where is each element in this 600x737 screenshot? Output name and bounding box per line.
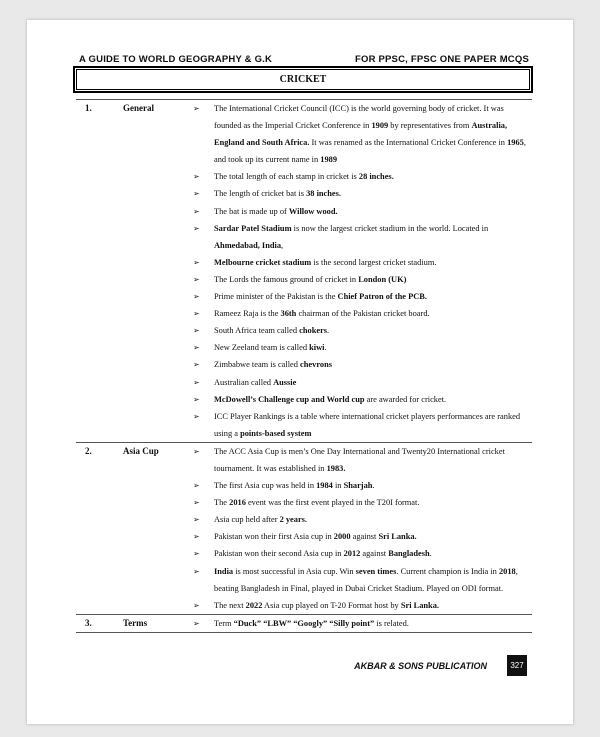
bold-text: 1984 xyxy=(316,481,333,491)
bold-text: Aussie xyxy=(273,377,297,387)
bullet-point xyxy=(214,477,532,494)
bold-text: Sharjah xyxy=(343,481,373,491)
bullet-point xyxy=(214,271,532,288)
bold-text: 1965 xyxy=(507,138,524,148)
text: New Zeeland team is called xyxy=(214,343,310,353)
bullet-point xyxy=(214,408,532,442)
bullet-list xyxy=(194,443,532,614)
text: is related. xyxy=(374,618,409,628)
bold-text: 1909 xyxy=(371,121,389,131)
header-exam-title: FOR PPSC, FPSC ONE PAPER MCQS xyxy=(354,54,529,65)
section-row xyxy=(76,442,532,614)
text: Pakistan won their first Asia cup in xyxy=(214,532,334,542)
bold-text: 28 inches. xyxy=(358,172,394,182)
header-book-title: A GUIDE TO WORLD GEOGRAPHY & G.K xyxy=(79,54,273,65)
text: Asia cup held after xyxy=(214,515,280,525)
text: . xyxy=(324,343,327,353)
bullet-point xyxy=(214,443,532,477)
text: against xyxy=(360,549,389,559)
text: against xyxy=(350,532,379,542)
section-category: Asia Cup xyxy=(123,445,159,456)
text: The ACC Asia Cup is men’s One Day International and Twenty20 International cricket tournament. It was established in xyxy=(214,446,505,473)
text: . Current champion is India in xyxy=(396,566,499,576)
bullet-list xyxy=(194,100,532,442)
bold-text: 2018 xyxy=(498,566,516,576)
text: ICC Player Rankings is a table where international cricket players performances are ranked using a xyxy=(214,411,521,438)
text: Rameez Raja is the xyxy=(214,309,281,319)
text: The total length of each stamp in cricket is xyxy=(214,172,359,182)
bullet-point xyxy=(214,100,532,168)
text: The length of cricket bat is xyxy=(214,189,307,199)
text: The xyxy=(214,498,230,508)
footer-publisher: AKBAR & SONS PUBLICATION xyxy=(354,661,487,671)
section-points-cell xyxy=(194,614,532,632)
text: The bat is made up of xyxy=(214,206,289,216)
bold-text: Australia, England and South Africa. xyxy=(214,121,508,148)
text: in xyxy=(332,481,344,491)
text: Pakistan won their second Asia cup in xyxy=(214,549,344,559)
text: are awarded for cricket. xyxy=(364,394,447,404)
bullet-point xyxy=(214,597,532,614)
bold-text: Sri Lanka. xyxy=(400,600,439,610)
bold-text: chokers xyxy=(299,326,328,336)
text: Asia cup played on T-20 Format host by xyxy=(262,600,401,610)
bold-text: 2 years. xyxy=(279,515,308,525)
bold-text: 2000 xyxy=(333,532,351,542)
bullet-point xyxy=(214,322,532,339)
text: The Lords the famous ground of cricket in xyxy=(214,274,359,284)
bullet-point xyxy=(214,356,532,373)
text: The next xyxy=(214,600,246,610)
section-title: CRICKET xyxy=(279,74,327,85)
content-table xyxy=(76,99,532,633)
bold-text: Ahmedabad, India xyxy=(214,240,282,250)
section-number: 3. xyxy=(85,617,92,628)
text: Prime minister of the Pakistan is the xyxy=(214,292,338,302)
bold-text: Sri Lanka. xyxy=(378,532,417,542)
bold-text: Sardar Patel Stadium xyxy=(214,223,292,233)
text: , beating Bangladesh in Final, played in Dubai Cricket Stadium. Played on ODI format. xyxy=(214,566,518,593)
section-points-cell xyxy=(194,100,532,443)
bold-text: seven times xyxy=(355,566,397,576)
bullet-point xyxy=(214,220,532,254)
bullet-point xyxy=(214,305,532,322)
bullet-point xyxy=(214,615,532,632)
bullet-point xyxy=(214,254,532,271)
bullet-point xyxy=(214,185,532,202)
section-category: Terms xyxy=(123,617,148,628)
bold-text: 2012 xyxy=(343,549,361,559)
bold-text: 2016 xyxy=(229,498,246,508)
text: Australian called xyxy=(214,377,274,387)
bullet-point xyxy=(214,168,532,185)
section-number: 1. xyxy=(85,103,92,113)
bold-text: 36th xyxy=(280,309,297,319)
bold-text: Melbourne cricket stadium xyxy=(214,257,312,267)
bullet-point xyxy=(214,528,532,545)
bullet-point xyxy=(214,288,532,305)
bold-text: kiwi xyxy=(309,343,325,353)
bold-text: India xyxy=(214,566,234,576)
text: by representatives from xyxy=(388,121,472,131)
bullet-list xyxy=(194,615,532,632)
text: , and took up its current name in xyxy=(214,138,526,165)
text: It was renamed as the International Cricket Conference in xyxy=(309,138,508,148)
bold-text: 38 inches. xyxy=(306,189,341,199)
document-page xyxy=(27,20,573,724)
bullet-point xyxy=(214,494,532,511)
bullet-point xyxy=(214,391,532,408)
bold-text: 1983. xyxy=(326,463,346,473)
bullet-point xyxy=(214,374,532,391)
text: The first Asia cup was held in xyxy=(214,481,317,491)
text: is now the largest cricket stadium in the world. Located in xyxy=(291,223,489,233)
page-number-badge: 327 xyxy=(507,655,527,676)
section-category: General xyxy=(123,103,154,113)
section-row xyxy=(76,100,532,443)
bold-text: points-based system xyxy=(240,428,312,438)
bold-text: “Duck” “LBW” “Googly” “Silly point” xyxy=(233,618,375,628)
bullet-point xyxy=(214,511,532,528)
bullet-point xyxy=(214,545,532,562)
bold-text: Bangladesh xyxy=(388,549,430,559)
text: . xyxy=(327,326,330,336)
text: . xyxy=(372,481,375,491)
text: . xyxy=(429,549,432,559)
bold-text: 2022 xyxy=(245,600,263,610)
text: event was the first event played in the T20I format. xyxy=(245,498,420,508)
bold-text: London (UK) xyxy=(358,274,407,284)
bold-text: McDowell’s Challenge cup and World cup xyxy=(214,394,365,404)
section-row xyxy=(76,614,532,632)
text: , xyxy=(281,240,284,250)
bold-text: chevrons xyxy=(300,360,332,370)
section-number: 2. xyxy=(85,445,92,456)
text: is the second largest cricket stadium. xyxy=(311,257,437,267)
text: chairman of the Pakistan cricket board. xyxy=(296,309,430,319)
bullet-point xyxy=(214,339,532,356)
bold-text: Willow wood. xyxy=(288,206,338,216)
bold-text: 1989 xyxy=(320,155,338,165)
bullet-point xyxy=(214,203,532,220)
text: Term xyxy=(214,618,234,628)
bullet-point xyxy=(214,563,532,597)
text: is most successful in Asia cup. Win xyxy=(233,566,356,576)
text: Zimbabwe team is called xyxy=(214,360,301,370)
text: South Africa team called xyxy=(214,326,300,336)
text: The International Cricket Council (ICC) is the world governing body of cricket. It was founded as the Imperial Cricket Conference in xyxy=(214,104,504,131)
section-title-box xyxy=(74,67,532,92)
bold-text: Chief Patron of the PCB. xyxy=(337,292,427,302)
section-points-cell xyxy=(194,442,532,614)
